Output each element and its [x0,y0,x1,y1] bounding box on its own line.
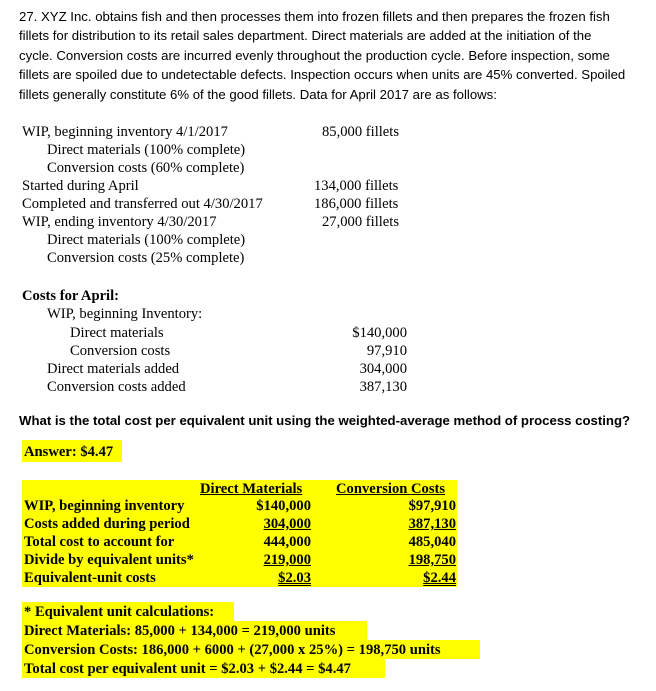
row-label: Total cost to account for [24,534,175,550]
row-cc: $97,910 [408,498,456,514]
completed-value: 186,000 fillets [314,196,399,212]
completed-label: Completed and transferred out 4/30/2017 [22,196,263,212]
cc-begin-label: Conversion costs (60% complete) [47,160,245,176]
row-label: Costs added during period [24,516,190,532]
started-label: Started during April [22,178,139,194]
costs-dm-label: Direct materials [70,325,164,341]
wip-begin-label: WIP, beginning inventory 4/1/2017 [22,124,228,140]
cc-end-label: Conversion costs (25% complete) [47,250,245,266]
notes-total: Total cost per equivalent unit = $2.03 + $2.44 = $4.47 [24,661,351,677]
answer: Answer: $4.47 [24,444,114,460]
notes-cc: Conversion Costs: 186,000 + 6000 + (27,000 x 25%) = 198,750 units [24,642,441,658]
problem-line: fillets generally constitute 6% of the good fillets. Data for April 2017 are as follows: [19,86,497,102]
costs-dm-added-value: 304,000 [359,361,407,377]
row-cc: 198,750 [408,552,456,568]
dm-end-label: Direct materials (100% complete) [47,232,246,248]
col-conversion-costs: Conversion Costs [336,481,446,497]
started-value: 134,000 fillets [314,178,399,194]
costs-cc-added-label: Conversion costs added [47,379,186,395]
costs-cc-value: 97,910 [366,343,407,359]
row-label: Divide by equivalent units* [24,552,194,568]
problem-statement [19,7,639,104]
row-dm: 304,000 [263,516,311,532]
costs-cc-added-value: 387,130 [359,379,407,395]
row-label: Equivalent-unit costs [24,570,156,586]
problem-line: 27. XYZ Inc. obtains fish and then processes them into frozen fillets and then prepares the frozen fish [19,9,610,24]
row-cc: 485,040 [408,534,456,550]
costs-dm-value: $140,000 [352,325,407,341]
dm-begin-label: Direct materials (100% complete) [47,142,246,158]
costs-dm-added-label: Direct materials added [47,361,180,377]
row-dm: 219,000 [263,552,311,568]
question: What is the total cost per equivalent unit using the weighted-average method of process costing? [19,413,631,428]
problem-line: fillets for distribution to its retail sales department. Direct materials are added at the initiation of the [19,28,592,44]
notes-header: * Equivalent unit calculations: [24,604,215,620]
row-dm: $140,000 [256,498,311,514]
problem-line: fillets are spoiled due to undetectable defects. Inspection occurs when units are 45% converted. Spoiled [19,67,626,83]
costs-heading: Costs for April: [22,288,120,304]
row-dm: 444,000 [263,534,311,550]
costs-cc-label: Conversion costs [70,343,171,359]
notes-dm: Direct Materials: 85,000 + 134,000 = 219,000 units [24,623,336,639]
problem-line: cycle. Conversion costs are incurred evenly throughout the production cycle. Before inspection, some [19,47,610,63]
row-dm: $2.03 [278,570,311,586]
col-direct-materials: Direct Materials [200,481,303,497]
row-cc: 387,130 [408,516,456,532]
row-label: WIP, beginning inventory [24,498,185,514]
costs-wip-label: WIP, beginning Inventory: [47,306,203,322]
wip-begin-value: 85,000 fillets [322,124,400,140]
wip-end-value: 27,000 fillets [322,214,400,230]
wip-end-label: WIP, ending inventory 4/30/2017 [22,214,217,230]
row-cc: $2.44 [423,570,456,586]
